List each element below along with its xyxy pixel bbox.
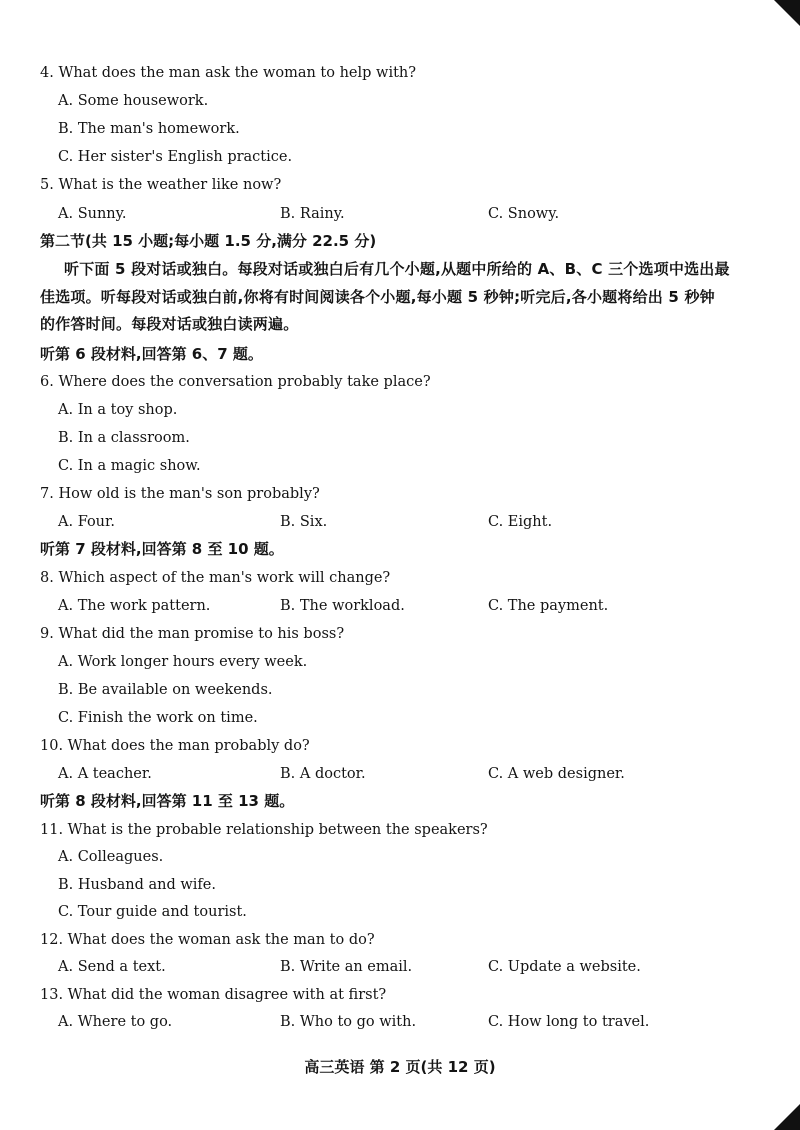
question-10-option-b: B. A doctor. — [280, 766, 366, 782]
question-13-option-a: A. Where to go. — [58, 1014, 173, 1030]
question-9-option-c: C. Finish the work on time. — [58, 710, 258, 726]
question-9: 9. What did the man promise to his boss? — [40, 626, 345, 642]
question-7-option-c: C. Eight. — [488, 514, 553, 530]
question-7: 7. How old is the man's son probably? — [40, 486, 320, 502]
question-11-option-c: C. Tour guide and tourist. — [58, 904, 247, 920]
question-13: 13. What did the woman disagree with at first? — [40, 987, 387, 1003]
question-4-option-a: A. Some housework. — [58, 93, 209, 109]
section-2-instructions: 听下面 5 段对话或独白。每段对话或独白后有几个小题,从题中所给的 A、B、C 三个选项中选出最佳选项。听每段对话或独白前,你将有时间阅读各个小题,每小题 5 秒钟;听完后,各小题将给出 5 秒钟的作答时间。每段对话或独白读两遍。 — [40, 260, 730, 333]
question-11-option-b: B. Husband and wife. — [58, 877, 216, 893]
question-7-option-b: B. Six. — [280, 514, 328, 530]
material-6-heading: 听第 6 段材料,回答第 6、7 题。 — [40, 345, 263, 363]
question-12: 12. What does the woman ask the man to do? — [40, 932, 375, 948]
question-6-option-b: B. In a classroom. — [58, 430, 190, 446]
question-12-option-c: C. Update a website. — [488, 959, 641, 975]
question-4-option-c: C. Her sister's English practice. — [58, 149, 293, 165]
question-4-option-b: B. The man's homework. — [58, 121, 240, 137]
page-footer: 高三英语 第 2 页(共 12 页) — [304, 1058, 496, 1076]
question-6-option-a: A. In a toy shop. — [58, 402, 178, 418]
question-5-option-a: A. Sunny. — [58, 206, 127, 222]
question-8: 8. Which aspect of the man's work will change? — [40, 570, 391, 586]
scan-corner-top-right — [774, 0, 800, 26]
question-5: 5. What is the weather like now? — [40, 177, 282, 193]
question-10-option-a: A. A teacher. — [58, 766, 152, 782]
question-8-option-a: A. The work pattern. — [58, 598, 211, 614]
question-12-option-a: A. Send a text. — [58, 959, 166, 975]
material-8-heading: 听第 8 段材料,回答第 11 至 13 题。 — [40, 792, 295, 810]
question-10: 10. What does the man probably do? — [40, 738, 310, 754]
question-8-option-b: B. The workload. — [280, 598, 405, 614]
question-4: 4. What does the man ask the woman to help with? — [40, 65, 417, 81]
question-11: 11. What is the probable relationship between the speakers? — [40, 822, 488, 838]
question-5-option-c: C. Snowy. — [488, 206, 560, 222]
question-13-option-c: C. How long to travel. — [488, 1014, 650, 1030]
question-11-option-a: A. Colleagues. — [58, 849, 164, 865]
question-9-option-a: A. Work longer hours every week. — [58, 654, 308, 670]
question-9-option-b: B. Be available on weekends. — [58, 682, 273, 698]
section-2-heading: 第二节(共 15 小题;每小题 1.5 分,满分 22.5 分) — [40, 232, 377, 250]
question-6: 6. Where does the conversation probably take place? — [40, 374, 431, 390]
question-12-option-b: B. Write an email. — [280, 959, 413, 975]
scan-corner-bottom-right — [774, 1104, 800, 1130]
question-8-option-c: C. The payment. — [488, 598, 609, 614]
question-13-option-b: B. Who to go with. — [280, 1014, 417, 1030]
question-10-option-c: C. A web designer. — [488, 766, 625, 782]
question-6-option-c: C. In a magic show. — [58, 458, 201, 474]
question-5-option-b: B. Rainy. — [280, 206, 345, 222]
question-7-option-a: A. Four. — [58, 514, 115, 530]
material-7-heading: 听第 7 段材料,回答第 8 至 10 题。 — [40, 540, 284, 558]
